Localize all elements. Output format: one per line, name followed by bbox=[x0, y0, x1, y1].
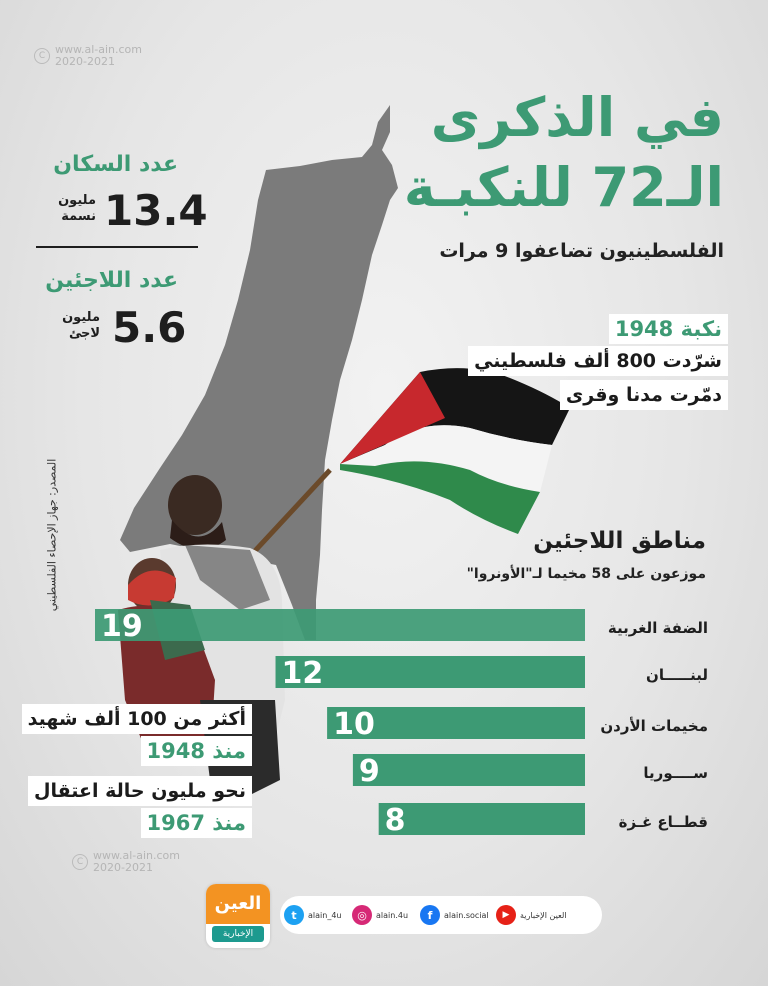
nakba-line2: دمّرت مدنا وقرى bbox=[560, 380, 728, 410]
refugees-value: 5.6 bbox=[112, 303, 187, 352]
martyrs-line2: منذ 1948 bbox=[141, 736, 252, 766]
bar-value-label-3: 9 bbox=[358, 754, 380, 789]
category-label-3: ســــوريا bbox=[643, 764, 708, 782]
bar-value-label-2: 10 bbox=[333, 707, 375, 742]
refugees-label: عدد اللاجئين bbox=[45, 268, 178, 293]
twitter-icon: t bbox=[284, 905, 304, 925]
twitter-handle: alain_4u bbox=[308, 910, 342, 920]
facebook-icon: f bbox=[420, 905, 440, 925]
chart-subtitle: موزعون على 58 مخيما لـ"الأونروا" bbox=[466, 566, 706, 582]
facebook-handle: alain.social bbox=[444, 910, 489, 920]
bar-value-label-0: 19 bbox=[101, 609, 143, 644]
twitter-link[interactable] bbox=[284, 905, 341, 925]
page-title-line1: في الذكرى bbox=[430, 86, 724, 149]
refugees-unit-line2: لاجئ bbox=[69, 326, 100, 341]
detention-line2: منذ 1967 bbox=[141, 808, 252, 838]
category-label-4: قطــاع غـزة bbox=[618, 813, 708, 831]
youtube-icon: ▶ bbox=[496, 905, 516, 925]
detention-line2-box bbox=[141, 808, 252, 838]
population-value: 13.4 bbox=[104, 186, 208, 235]
category-label-2: مخيمات الأردن bbox=[600, 717, 708, 735]
martyrs-line2-box bbox=[141, 736, 252, 766]
population-unit-line1: مليون bbox=[58, 193, 96, 208]
watermark-years: 2020-2021 bbox=[93, 861, 153, 874]
category-label-1: لبنـــــان bbox=[646, 666, 708, 684]
instagram-icon: ◎ bbox=[352, 905, 372, 925]
nakba-line1: شرّدت 800 ألف فلسطيني bbox=[468, 346, 728, 376]
copyright-icon: C bbox=[72, 854, 88, 870]
refugees-unit-line1: مليون bbox=[62, 310, 100, 325]
logo-sub: الإخبارية bbox=[212, 926, 264, 942]
detention-line1: نحو مليون حالة اعتقال bbox=[28, 776, 252, 806]
martyrs-line1: أكثر من 100 ألف شهيد bbox=[22, 704, 252, 734]
youtube-channel: العين الإخبارية bbox=[520, 910, 567, 920]
bar-value-label-1: 12 bbox=[281, 656, 324, 691]
youtube-link[interactable] bbox=[496, 905, 567, 925]
bar-4 bbox=[379, 803, 585, 835]
al-ain-logo bbox=[206, 884, 270, 948]
bar-value-label-4: 8 bbox=[384, 803, 406, 838]
copyright-icon: C bbox=[34, 48, 50, 64]
bar-0 bbox=[95, 609, 585, 641]
facebook-link[interactable] bbox=[420, 905, 489, 925]
bar-3 bbox=[353, 754, 585, 786]
instagram-handle: alain.4u bbox=[376, 910, 409, 920]
page-title-line2: الـ72 للنكبـة bbox=[403, 156, 724, 219]
detention-line1-box bbox=[28, 776, 252, 806]
watermark-site: www.al-ain.com bbox=[93, 849, 181, 862]
watermark-site: www.al-ain.com bbox=[55, 43, 143, 56]
social-footer bbox=[280, 896, 602, 934]
nakba-year: نكبة 1948 bbox=[609, 314, 728, 344]
page-subtitle: الفلسطينيون تضاعفوا 9 مرات bbox=[439, 240, 724, 262]
population-unit-line2: نسمة bbox=[61, 209, 96, 224]
category-label-0: الضفة الغربية bbox=[607, 619, 708, 637]
instagram-link[interactable] bbox=[352, 905, 408, 925]
martyrs-line1-box bbox=[22, 704, 252, 734]
source-text: المصدر: جهاز الإحصاء الفلسطيني bbox=[45, 458, 59, 612]
watermark-years: 2020-2021 bbox=[55, 55, 115, 68]
population-label: عدد السكان bbox=[53, 152, 178, 177]
logo-main: العين bbox=[206, 884, 270, 924]
chart-title: مناطق اللاجئين bbox=[533, 528, 706, 554]
